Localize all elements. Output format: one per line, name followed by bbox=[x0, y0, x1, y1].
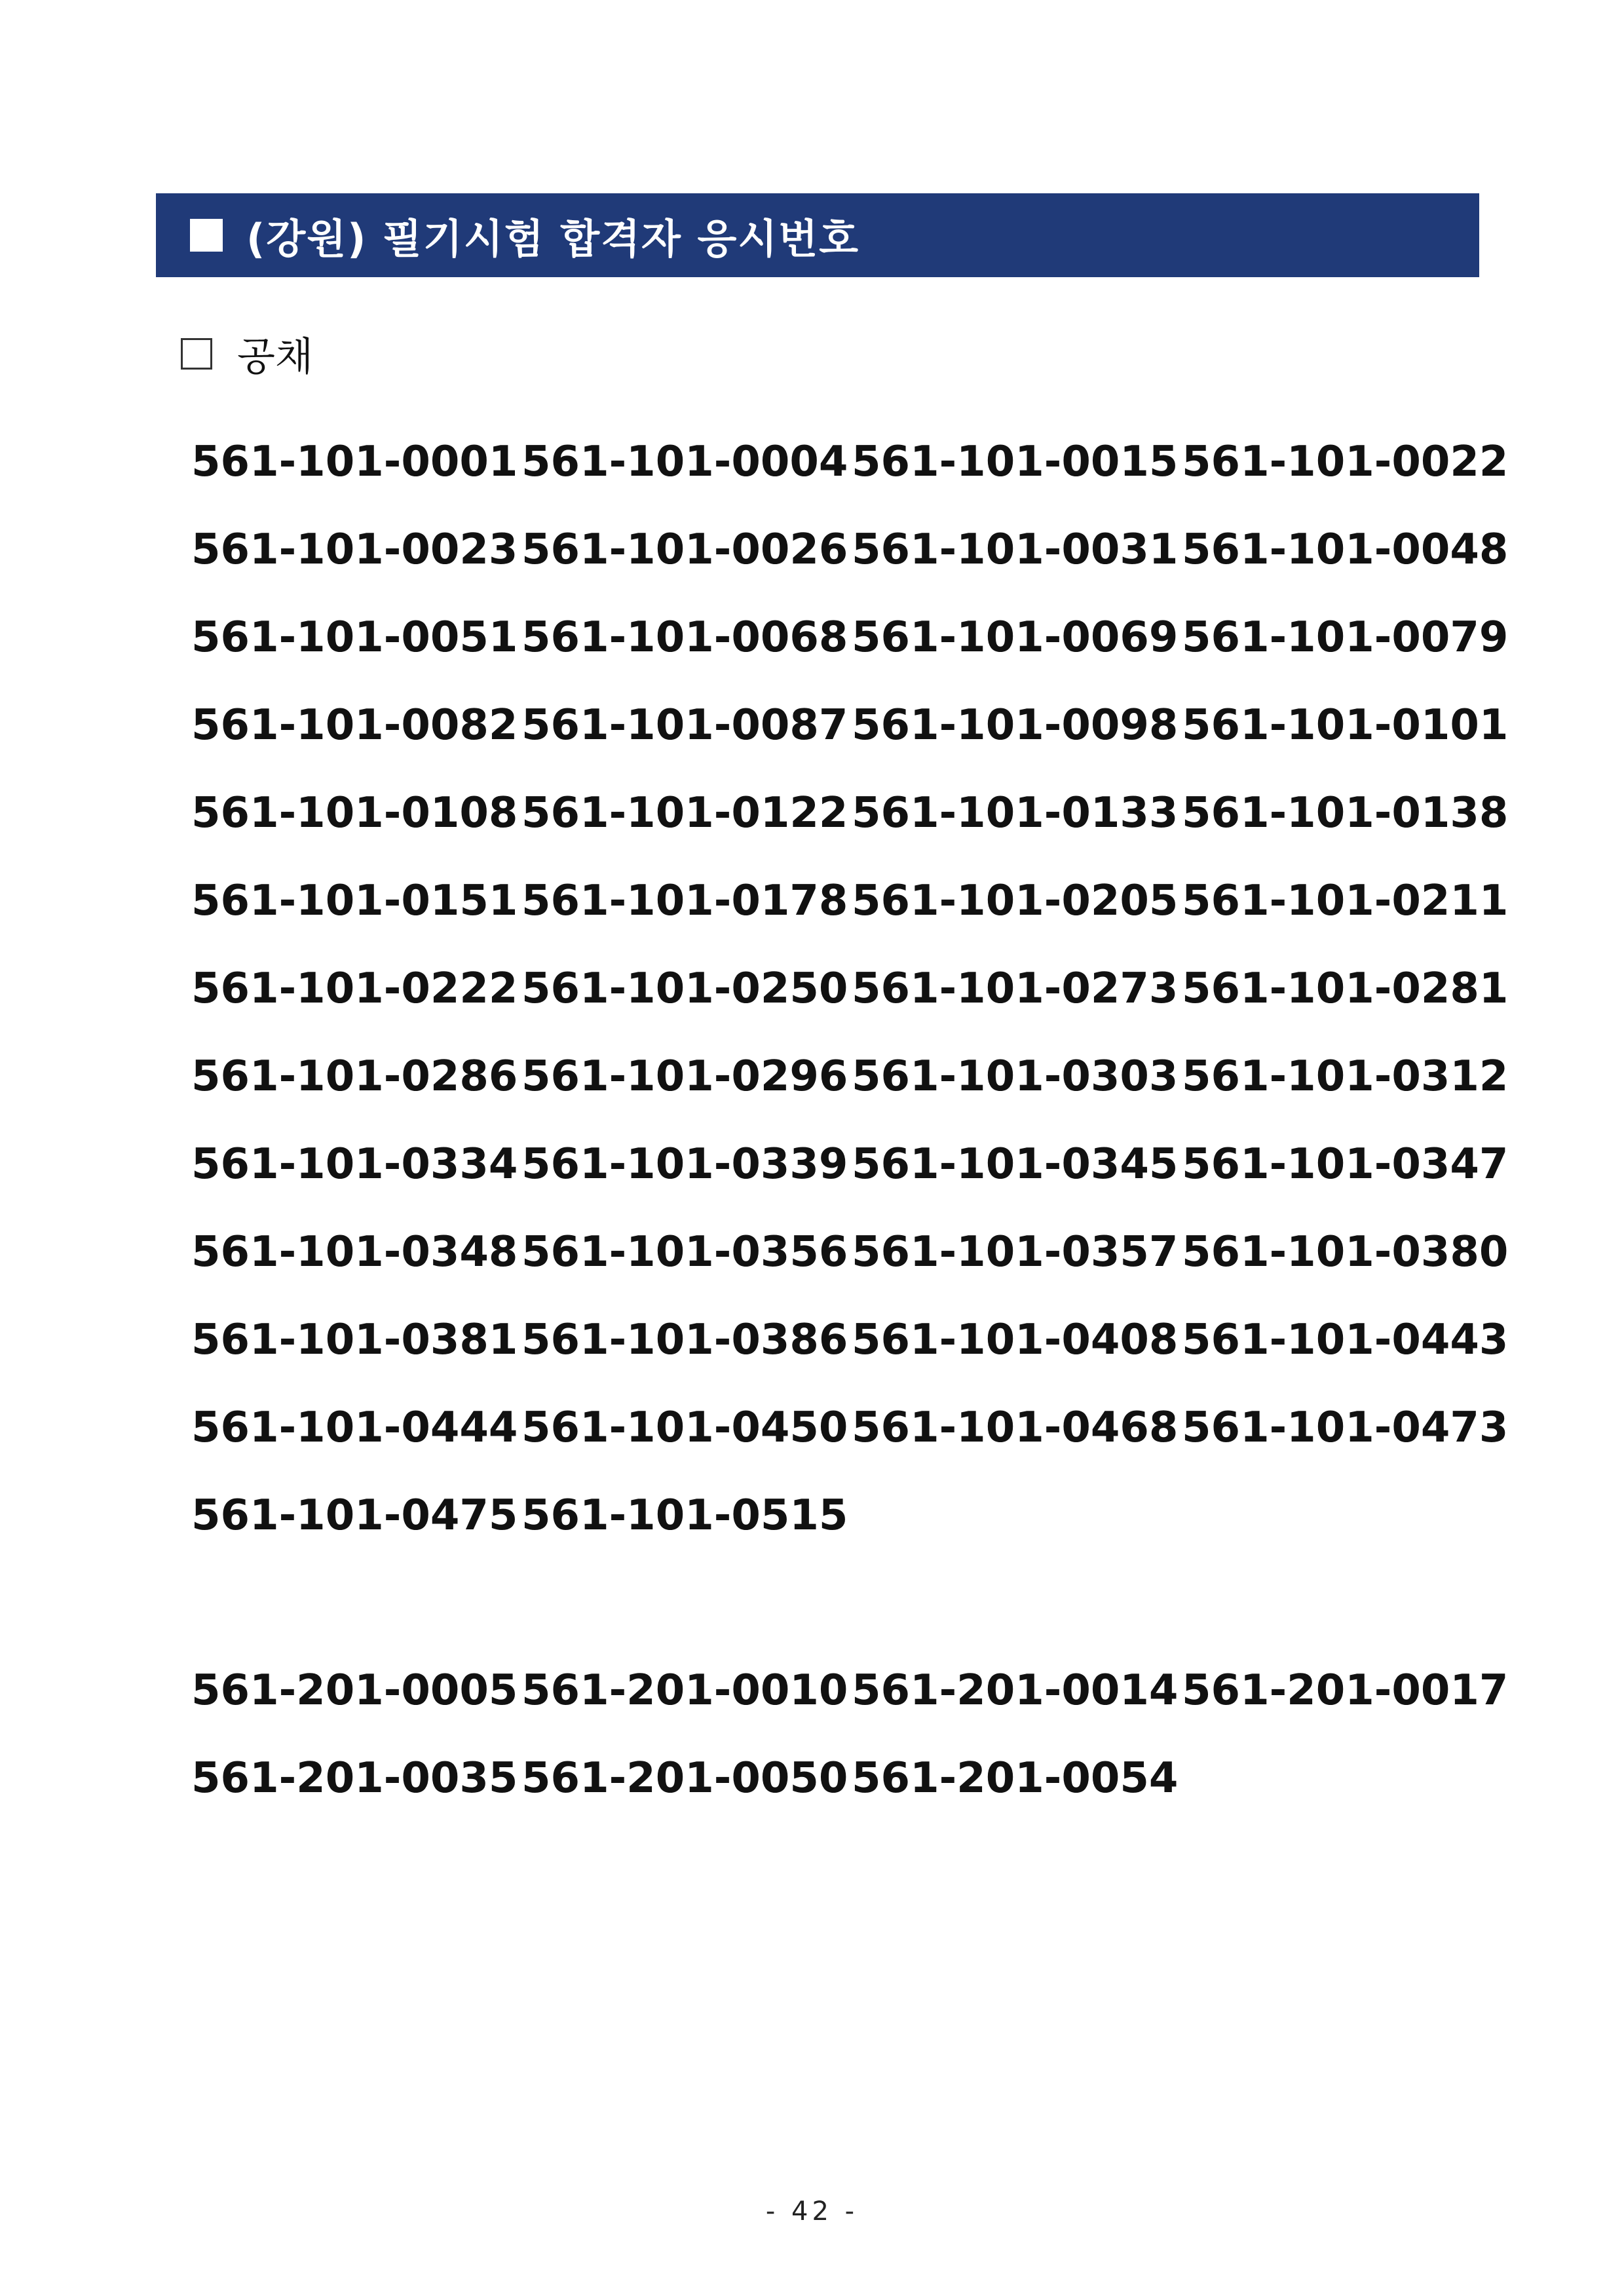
exam-number: 561-101-0108 bbox=[191, 789, 518, 837]
exam-number: 561-101-0339 bbox=[521, 1140, 848, 1189]
section-label: 공채 bbox=[237, 334, 313, 380]
exam-number: 561-101-0273 bbox=[852, 965, 1179, 1013]
exam-number: 561-201-0017 bbox=[1182, 1666, 1509, 1715]
exam-number: 561-101-0068 bbox=[521, 613, 848, 662]
exam-number: 561-101-0468 bbox=[852, 1404, 1179, 1452]
title-bar bbox=[156, 193, 1479, 277]
exam-number: 561-101-0357 bbox=[852, 1228, 1179, 1276]
exam-number: 561-101-0138 bbox=[1182, 789, 1509, 837]
exam-number: 561-101-0250 bbox=[521, 965, 848, 1013]
exam-number: 561-101-0443 bbox=[1182, 1316, 1509, 1364]
exam-number: 561-101-0048 bbox=[1182, 526, 1509, 574]
exam-number: 561-101-0087 bbox=[521, 701, 848, 750]
exam-number: 561-101-0303 bbox=[852, 1052, 1179, 1101]
exam-number: 561-101-0515 bbox=[521, 1491, 848, 1540]
exam-number: 561-101-0151 bbox=[191, 877, 518, 925]
exam-number: 561-101-0022 bbox=[1182, 438, 1509, 486]
exam-number: 561-101-0051 bbox=[191, 613, 518, 662]
exam-number: 561-101-0082 bbox=[191, 701, 518, 750]
exam-number: 561-101-0356 bbox=[521, 1228, 848, 1276]
exam-number: 561-101-0380 bbox=[1182, 1228, 1509, 1276]
exam-number: 561-101-0347 bbox=[1182, 1140, 1509, 1189]
exam-number: 561-101-0450 bbox=[521, 1404, 848, 1452]
exam-number: 561-101-0122 bbox=[521, 789, 848, 837]
exam-number: 561-101-0281 bbox=[1182, 965, 1509, 1013]
square-bullet-icon bbox=[190, 219, 223, 252]
exam-number: 561-101-0001 bbox=[191, 438, 518, 486]
section-heading bbox=[181, 328, 313, 380]
exam-number: 561-201-0035 bbox=[191, 1754, 518, 1803]
exam-number: 561-101-0015 bbox=[852, 438, 1179, 486]
exam-number: 561-101-0386 bbox=[521, 1316, 848, 1364]
exam-number: 561-101-0004 bbox=[521, 438, 848, 486]
exam-number: 561-101-0345 bbox=[852, 1140, 1179, 1189]
exam-number: 561-101-0473 bbox=[1182, 1404, 1509, 1452]
exam-number: 561-101-0101 bbox=[1182, 701, 1509, 750]
exam-number: 561-101-0205 bbox=[852, 877, 1179, 925]
exam-number: 561-101-0475 bbox=[191, 1491, 518, 1540]
exam-number: 561-101-0023 bbox=[191, 526, 518, 574]
exam-number: 561-101-0026 bbox=[521, 526, 848, 574]
empty-square-icon bbox=[181, 338, 212, 370]
exam-number: 561-101-0133 bbox=[852, 789, 1179, 837]
exam-number: 561-101-0286 bbox=[191, 1052, 518, 1101]
exam-number: 561-201-0010 bbox=[521, 1666, 848, 1715]
exam-number: 561-101-0408 bbox=[852, 1316, 1179, 1364]
page-title: (강원) 필기시험 합격자 응시번호 bbox=[246, 214, 860, 263]
exam-number: 561-201-0050 bbox=[521, 1754, 848, 1803]
exam-number: 561-101-0069 bbox=[852, 613, 1179, 662]
exam-number: 561-101-0334 bbox=[191, 1140, 518, 1189]
exam-number: 561-101-0348 bbox=[191, 1228, 518, 1276]
exam-number: 561-201-0005 bbox=[191, 1666, 518, 1715]
exam-number-list-101 bbox=[191, 429, 1512, 1571]
exam-number: 561-101-0031 bbox=[852, 526, 1179, 574]
exam-number: 561-101-0211 bbox=[1182, 877, 1509, 925]
exam-number: 561-101-0381 bbox=[191, 1316, 518, 1364]
exam-number: 561-101-0312 bbox=[1182, 1052, 1509, 1101]
exam-number: 561-101-0296 bbox=[521, 1052, 848, 1101]
exam-number-list-201 bbox=[191, 1658, 1512, 1833]
exam-number: 561-101-0444 bbox=[191, 1404, 518, 1452]
exam-number: 561-101-0222 bbox=[191, 965, 518, 1013]
page-number: - 42 - bbox=[765, 2196, 859, 2227]
exam-number: 561-101-0079 bbox=[1182, 613, 1509, 662]
exam-number: 561-101-0098 bbox=[852, 701, 1179, 750]
exam-number: 561-201-0014 bbox=[852, 1666, 1179, 1715]
exam-number: 561-101-0178 bbox=[521, 877, 848, 925]
exam-number: 561-201-0054 bbox=[852, 1754, 1179, 1803]
